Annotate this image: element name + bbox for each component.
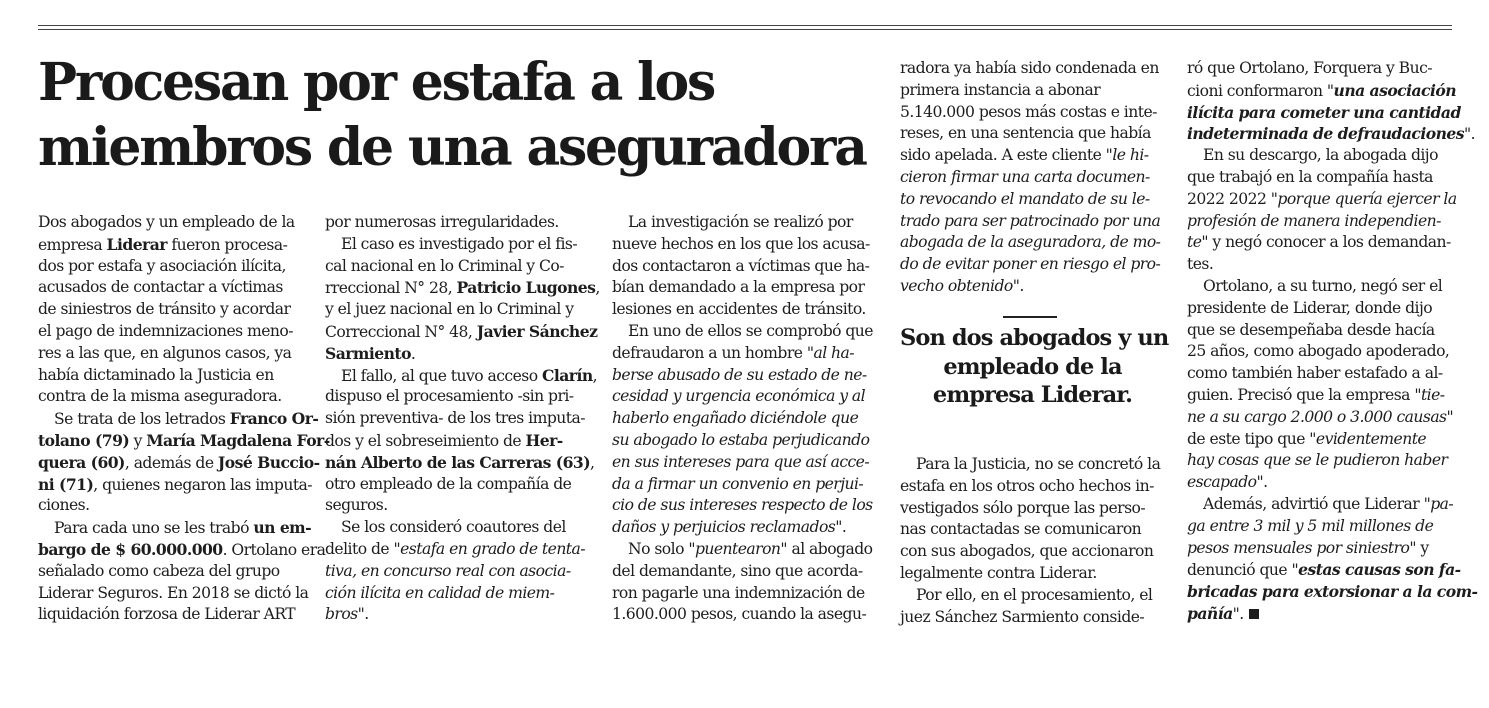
text-line bbox=[1187, 581, 1478, 603]
text-line bbox=[612, 561, 878, 583]
body-text: Liderar Seguros. En 2018 se dictó la bbox=[38, 583, 309, 602]
bold-text: Clarín bbox=[541, 365, 593, 385]
body-text: señalado como cabeza del grupo bbox=[38, 561, 280, 580]
article-column-5 bbox=[1187, 58, 1478, 625]
quote-text: pa- bbox=[1430, 494, 1454, 513]
body-text: , bbox=[590, 453, 595, 472]
quote-text: haberlo engañado diciéndole que bbox=[612, 409, 859, 428]
body-text: ciones. bbox=[38, 496, 90, 515]
body-text: cal nacional en lo Criminal y Co- bbox=[325, 256, 564, 275]
body-text: primera instancia a abonar bbox=[900, 80, 1101, 99]
text-line bbox=[1187, 538, 1453, 560]
body-text: radora ya había sido condenada en bbox=[900, 59, 1159, 77]
body-text: nueve hechos en los que los acusa- bbox=[612, 234, 870, 253]
quote-text: le hi- bbox=[1112, 146, 1149, 165]
bold-text: María Magdalena For- bbox=[146, 430, 330, 450]
quote-text: porque quería ejercer la bbox=[1277, 189, 1457, 208]
text-line bbox=[325, 452, 595, 474]
bold-text: Patricio Lugones bbox=[456, 278, 596, 298]
text-line bbox=[325, 539, 587, 561]
text-line bbox=[325, 386, 587, 408]
body-text: vestigados sólo porque las perso- bbox=[900, 498, 1146, 517]
text-line bbox=[1187, 276, 1453, 298]
pullquote-line: empleado de la bbox=[943, 353, 1122, 380]
quote-text: cesidad y urgencia económica y al bbox=[612, 387, 866, 406]
top-rule bbox=[38, 25, 1452, 26]
text-line bbox=[900, 519, 1165, 541]
body-text: y bbox=[129, 431, 147, 450]
pullquote-rule bbox=[1003, 316, 1057, 318]
body-text: " bbox=[1446, 407, 1454, 426]
text-line bbox=[325, 277, 600, 299]
quote-text: te bbox=[1187, 233, 1202, 252]
quote-text: berse abusado de su estado de ne- bbox=[612, 365, 867, 384]
text-line bbox=[900, 585, 1165, 607]
quote-text: abogada de la aseguradora, de mo- bbox=[900, 233, 1161, 252]
quote-text: hay cosas que se le pudieron haber bbox=[1187, 451, 1448, 470]
body-text: que se desempeñaba desde hacía bbox=[1187, 320, 1435, 339]
body-text: dos contactaron a víctimas que ha- bbox=[612, 256, 870, 275]
article-column-4-top bbox=[900, 58, 1165, 298]
text-line bbox=[1187, 254, 1453, 276]
text-line bbox=[38, 386, 300, 408]
body-text: tes. bbox=[1187, 255, 1214, 274]
text-line bbox=[900, 232, 1165, 254]
text-line bbox=[900, 80, 1165, 102]
body-text: cioni conformaron " bbox=[1187, 81, 1334, 100]
bold-text: Her- bbox=[525, 430, 563, 450]
text-line bbox=[1187, 559, 1461, 581]
text-line bbox=[900, 123, 1165, 145]
text-line bbox=[1187, 80, 1457, 102]
body-text: estafa en los otros ocho hechos in- bbox=[900, 476, 1154, 495]
text-line bbox=[325, 365, 598, 387]
body-text: rreccional N° 28, bbox=[325, 279, 457, 298]
quote-text: da a firmar un convenio en perjui- bbox=[612, 474, 864, 493]
bold-text: una asociación bbox=[1333, 80, 1457, 100]
body-text: 25 años, como abogado apoderado, bbox=[1187, 342, 1450, 361]
text-line bbox=[325, 583, 587, 605]
text-line bbox=[325, 343, 587, 365]
text-line bbox=[38, 474, 312, 496]
bold-text: bargo de $ 60.000.000 bbox=[38, 539, 223, 559]
headline bbox=[38, 50, 878, 180]
text-line bbox=[38, 604, 300, 626]
text-line bbox=[900, 254, 1165, 276]
bold-text: José Buccio- bbox=[217, 452, 320, 472]
quote-text: en sus intereses para que así acce- bbox=[612, 452, 870, 471]
bold-text: Liderar bbox=[106, 234, 167, 254]
text-line bbox=[1187, 232, 1453, 254]
body-text: " y negó conocer a los demandan- bbox=[1201, 233, 1451, 252]
body-text: acusados de contactar a víctimas bbox=[38, 278, 283, 297]
body-text: Por ello, en el procesamiento, el bbox=[916, 585, 1153, 604]
text-line bbox=[612, 277, 878, 299]
article-column-1 bbox=[38, 212, 330, 626]
text-line bbox=[1187, 58, 1453, 80]
body-text: el pago de indemnizaciones meno- bbox=[38, 321, 293, 340]
body-text: " y bbox=[1409, 538, 1429, 557]
quote-text: pesos mensuales por siniestro bbox=[1187, 538, 1410, 557]
text-line bbox=[900, 498, 1165, 520]
body-text: Se trata de los letrados bbox=[54, 410, 230, 429]
text-line bbox=[900, 607, 1165, 629]
text-line bbox=[900, 476, 1165, 498]
text-line bbox=[1187, 298, 1453, 320]
text-line bbox=[1187, 385, 1453, 407]
text-line bbox=[612, 299, 878, 321]
text-line bbox=[612, 365, 878, 387]
bold-text: nán Alberto de las Carreras (63) bbox=[325, 452, 591, 472]
body-text: Para cada uno se les trabó bbox=[54, 519, 254, 538]
body-text: que trabajó en la compañía hasta bbox=[1187, 167, 1433, 186]
text-line bbox=[38, 343, 300, 365]
body-text: como también haber estafado a al- bbox=[1187, 364, 1443, 383]
text-line bbox=[1187, 189, 1457, 211]
quote-text: estafa en grado de tenta- bbox=[400, 539, 585, 558]
body-text: , quienes negaron las imputa- bbox=[93, 475, 312, 494]
quote-text: vecho obtenido bbox=[900, 276, 1013, 295]
body-text: ". bbox=[1012, 276, 1024, 295]
text-line bbox=[325, 604, 587, 626]
body-text: y el juez nacional en lo Criminal y bbox=[325, 300, 574, 319]
text-line bbox=[38, 561, 300, 583]
body-text: La investigación se realizó por bbox=[628, 213, 853, 231]
text-line bbox=[1187, 407, 1453, 429]
bold-text: tolano (79) bbox=[38, 430, 130, 450]
top-rule-secondary bbox=[38, 29, 1452, 30]
body-text: dispuso el procesamiento -sin pri- bbox=[325, 387, 574, 406]
body-text: Correccional N° 48, bbox=[325, 322, 477, 341]
body-text: En su descargo, la abogada dijo bbox=[1203, 146, 1438, 165]
bold-text: quera (60) bbox=[38, 452, 125, 472]
text-line bbox=[325, 561, 587, 583]
text-line bbox=[38, 212, 300, 234]
body-text: Dos abogados y un empleado de la bbox=[38, 213, 295, 231]
text-line bbox=[612, 408, 878, 430]
text-line bbox=[1187, 494, 1453, 516]
bold-text: ni (71) bbox=[38, 474, 94, 494]
text-line bbox=[38, 539, 326, 561]
pullquote bbox=[900, 324, 1169, 410]
body-text: El fallo, al que tuvo acceso bbox=[341, 366, 542, 385]
quote-text: escapado bbox=[1187, 473, 1257, 492]
body-text: delito de " bbox=[325, 539, 401, 558]
text-line bbox=[612, 495, 878, 517]
text-line bbox=[612, 539, 878, 561]
text-line bbox=[612, 517, 878, 539]
text-line bbox=[1187, 102, 1461, 124]
headline-line: miembros de una aseguradora bbox=[38, 117, 866, 178]
quote-text: trado para ser patrocinado por una bbox=[900, 211, 1161, 230]
body-text: res a las que, en algunos casos, ya bbox=[38, 343, 292, 362]
quote-text: ne a su cargo 2.000 o 3.000 causas bbox=[1187, 407, 1447, 426]
text-line bbox=[38, 452, 320, 474]
body-text: El caso es investigado por el fis- bbox=[341, 234, 578, 253]
text-line bbox=[325, 256, 587, 278]
text-line bbox=[900, 211, 1165, 233]
body-text: presidente de Liderar, donde dijo bbox=[1187, 298, 1433, 317]
text-line bbox=[38, 299, 300, 321]
body-text: sión preventiva- de los tres imputa- bbox=[325, 409, 585, 428]
text-line bbox=[325, 495, 587, 517]
body-text: 5.140.000 pesos más costas e inte- bbox=[900, 102, 1157, 121]
text-line bbox=[900, 563, 1165, 585]
text-line bbox=[1187, 145, 1453, 167]
body-text: " al abogado bbox=[780, 539, 873, 558]
text-line bbox=[612, 430, 878, 452]
body-text: No solo " bbox=[628, 539, 695, 558]
body-text: seguros. bbox=[325, 496, 388, 515]
body-text: . bbox=[410, 344, 416, 363]
quote-text: profesión de manera independien- bbox=[1187, 211, 1441, 230]
body-text: denunció que " bbox=[1187, 561, 1299, 580]
quote-text: su abogado lo estaba perjudicando bbox=[612, 430, 870, 449]
quote-text: puentearon bbox=[694, 539, 781, 558]
text-line bbox=[1187, 167, 1453, 189]
text-line bbox=[325, 212, 587, 234]
text-line bbox=[612, 474, 878, 496]
body-text: de siniestros de tránsito y acordar bbox=[38, 300, 291, 319]
body-text: ". bbox=[1232, 604, 1244, 623]
article-column-2 bbox=[325, 212, 600, 626]
quote-text: cio de sus intereses respecto de los bbox=[612, 496, 873, 515]
text-line bbox=[900, 167, 1165, 189]
bold-text: Franco Or- bbox=[229, 409, 319, 429]
quote-text: do de evitar poner en riesgo el pro- bbox=[900, 255, 1161, 274]
body-text: fueron procesa- bbox=[166, 235, 288, 254]
body-text: ". bbox=[357, 605, 369, 624]
bold-text: indeterminada de defraudaciones bbox=[1187, 124, 1464, 144]
body-text: del demandante, sino que acorda- bbox=[612, 561, 863, 580]
text-line bbox=[900, 189, 1165, 211]
text-line bbox=[1187, 603, 1453, 625]
body-text: Además, advirtió que Liderar " bbox=[1203, 494, 1431, 513]
text-line bbox=[1187, 123, 1476, 145]
quote-text: ga entre 3 mil y 5 mil millones de bbox=[1187, 516, 1434, 535]
body-text: dos y el sobreseimiento de bbox=[325, 431, 526, 450]
text-line bbox=[325, 321, 598, 343]
body-text: defraudaron a un hombre " bbox=[612, 343, 814, 362]
quote-text: daños y perjuicios reclamados bbox=[612, 518, 836, 537]
text-line bbox=[1187, 320, 1453, 342]
body-text: había dictaminado la Justicia en bbox=[38, 365, 274, 384]
body-text: contra de la misma aseguradora. bbox=[38, 387, 282, 406]
quote-text: tiva, en concurso real con asocia- bbox=[325, 561, 571, 580]
quote-text: to revocando el mandato de su le- bbox=[900, 189, 1150, 208]
text-line bbox=[1187, 429, 1453, 451]
text-line bbox=[1187, 211, 1453, 233]
text-line bbox=[612, 386, 878, 408]
text-line bbox=[38, 234, 300, 256]
pullquote-line: empresa Liderar. bbox=[932, 382, 1133, 408]
body-text: liquidación forzosa de Liderar ART bbox=[38, 605, 296, 624]
body-text: Se los consideró coautores del bbox=[341, 518, 566, 537]
body-text: En uno de ellos se comprobó que bbox=[628, 321, 873, 340]
body-text: Ortolano, a su turno, negó ser el bbox=[1203, 276, 1443, 295]
bold-text: un em- bbox=[253, 518, 312, 538]
text-line bbox=[900, 102, 1165, 124]
text-line bbox=[900, 541, 1165, 563]
body-text: guien. Precisó que la empresa " bbox=[1187, 385, 1421, 404]
text-line bbox=[1187, 341, 1453, 363]
quote-text: cieron firmar una carta documen- bbox=[900, 167, 1150, 186]
body-text: juez Sánchez Sarmiento conside- bbox=[900, 607, 1145, 626]
text-line bbox=[38, 495, 300, 517]
article-column-4-bottom bbox=[900, 454, 1165, 628]
text-line bbox=[900, 276, 1165, 298]
text-line bbox=[325, 234, 587, 256]
text-line bbox=[38, 277, 300, 299]
body-text: ". bbox=[835, 518, 847, 537]
body-text: nas contactadas se comunicaron bbox=[900, 520, 1142, 539]
text-line bbox=[612, 256, 878, 278]
quote-text: tie- bbox=[1420, 385, 1445, 404]
body-text: 1.600.000 pesos, cuando la asegu- bbox=[612, 605, 867, 624]
bold-text: pañía bbox=[1187, 603, 1233, 623]
text-line bbox=[38, 365, 300, 387]
body-text: con sus abogados, que accionaron bbox=[900, 542, 1154, 561]
end-of-article-mark bbox=[1249, 609, 1259, 619]
quote-text: bros bbox=[325, 605, 358, 624]
text-line bbox=[612, 343, 878, 365]
body-text: dos por estafa y asociación ilícita, bbox=[38, 256, 286, 275]
bold-text: ilícita para cometer una cantidad bbox=[1187, 102, 1461, 122]
text-line bbox=[900, 145, 1165, 167]
text-line bbox=[1187, 363, 1453, 385]
text-line bbox=[612, 212, 878, 234]
body-text: , bbox=[592, 366, 598, 385]
headline-line: Procesan por estafa a los bbox=[38, 52, 715, 113]
body-text: 2022 2022 " bbox=[1187, 189, 1278, 208]
text-line bbox=[1187, 516, 1453, 538]
bold-text: Sarmiento bbox=[325, 343, 411, 363]
body-text: legalmente contra Liderar. bbox=[900, 563, 1097, 582]
text-line bbox=[325, 299, 587, 321]
text-line bbox=[612, 583, 878, 605]
text-line bbox=[38, 256, 300, 278]
body-text: reses, en una sentencia que había bbox=[900, 124, 1151, 143]
pullquote-line: Son dos abogados y un bbox=[900, 325, 1169, 351]
body-text: . Ortolano era bbox=[222, 540, 326, 559]
bold-text: estas causas son fa- bbox=[1298, 560, 1461, 580]
body-text: lesiones en accidentes de tránsito. bbox=[612, 300, 866, 319]
body-text: de este tipo que " bbox=[1187, 429, 1316, 448]
body-text: , además de bbox=[124, 453, 218, 472]
text-line bbox=[900, 454, 1165, 476]
body-text: Para la Justicia, no se concretó la bbox=[916, 455, 1161, 473]
bold-text: Javier Sánchez bbox=[476, 321, 598, 341]
text-line bbox=[38, 321, 300, 343]
quote-text: evidentemente bbox=[1315, 429, 1427, 448]
body-text: ró que Ortolano, Forquera y Buc- bbox=[1187, 59, 1432, 77]
quote-text: al ha- bbox=[813, 343, 855, 362]
body-text: ". bbox=[1464, 125, 1476, 144]
body-text: otro empleado de la compañía de bbox=[325, 474, 572, 493]
text-line bbox=[38, 517, 312, 539]
text-line bbox=[325, 430, 587, 452]
text-line bbox=[38, 408, 319, 430]
body-text: empresa bbox=[38, 235, 107, 254]
text-line bbox=[38, 583, 309, 605]
article-column-3 bbox=[612, 212, 878, 626]
quote-text: ción ilícita en calidad de miem- bbox=[325, 583, 555, 602]
text-line bbox=[38, 430, 330, 452]
text-line bbox=[1187, 472, 1453, 494]
body-text: bían demandado a la empresa por bbox=[612, 278, 865, 297]
body-text: por numerosas irregularidades. bbox=[325, 213, 559, 231]
text-line bbox=[612, 604, 878, 626]
text-line bbox=[325, 474, 587, 496]
text-line bbox=[612, 321, 878, 343]
text-line bbox=[612, 234, 878, 256]
text-line bbox=[612, 452, 878, 474]
text-line bbox=[325, 408, 587, 430]
text-line bbox=[325, 517, 587, 539]
body-text: , bbox=[595, 279, 600, 298]
body-text: ". bbox=[1256, 473, 1268, 492]
bold-text: bricadas para extorsionar a la com- bbox=[1187, 582, 1478, 602]
body-text: sido apelada. A este cliente " bbox=[900, 146, 1113, 165]
text-line bbox=[1187, 450, 1453, 472]
body-text: ron pagarle una indemnización de bbox=[612, 583, 865, 602]
text-line bbox=[900, 58, 1165, 80]
